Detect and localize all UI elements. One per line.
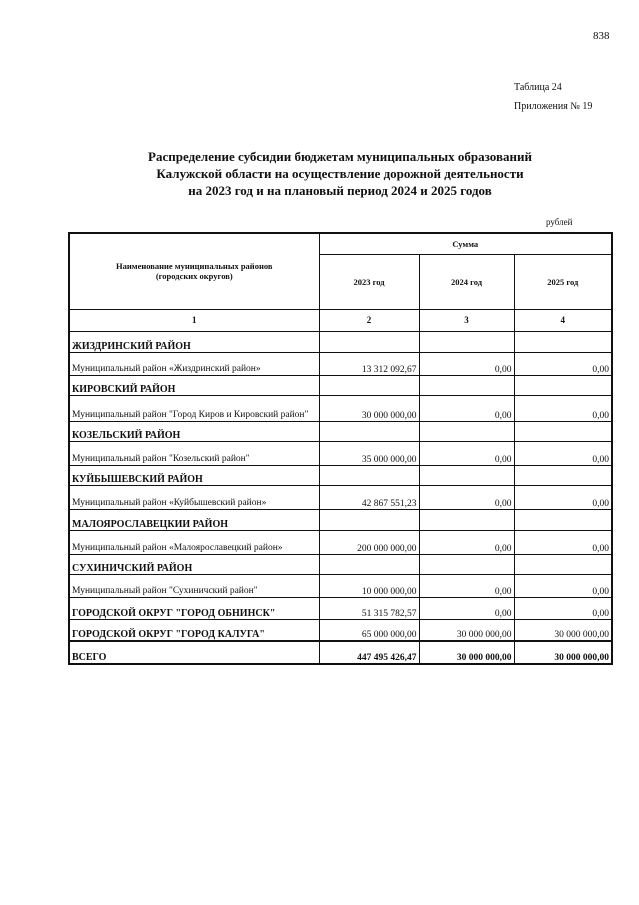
sum-header: Сумма xyxy=(319,233,612,254)
value-2025: 0,00 xyxy=(514,441,612,465)
district-heading: КИРОВСКИЙ РАЙОН xyxy=(69,375,319,395)
value-2024: 0,00 xyxy=(419,352,514,375)
value-2023: 10 000 000,00 xyxy=(319,574,419,597)
value-2024: 0,00 xyxy=(419,574,514,597)
municipality-name: Муниципальный район «Жиздринский район» xyxy=(69,352,319,375)
table-reference: Таблица 24 xyxy=(514,82,562,93)
value-2025: 30 000 000,00 xyxy=(514,619,612,641)
document-title xyxy=(60,148,620,199)
value-2025: 0,00 xyxy=(514,485,612,509)
year-2023-header: 2023 год xyxy=(319,254,419,309)
value-2024: 0,00 xyxy=(419,597,514,619)
municipality-name: Муниципальный район "Город Киров и Кировский район" xyxy=(69,395,319,421)
total-2023: 447 495 426,47 xyxy=(319,641,419,664)
title-line: на 2023 год и на плановый период 2024 и 2025 годов xyxy=(188,183,492,198)
value-2024: 30 000 000,00 xyxy=(419,619,514,641)
value-2024: 0,00 xyxy=(419,485,514,509)
total-2024: 30 000 000,00 xyxy=(419,641,514,664)
value-2024: 0,00 xyxy=(419,530,514,554)
city-district-name: ГОРОДСКОЙ ОКРУГ "ГОРОД ОБНИНСК" xyxy=(69,597,319,619)
value-2023: 65 000 000,00 xyxy=(319,619,419,641)
value-2025: 0,00 xyxy=(514,574,612,597)
value-2024: 0,00 xyxy=(419,441,514,465)
district-heading: КОЗЕЛЬСКИЙ РАЙОН xyxy=(69,421,319,441)
column-number: 1 xyxy=(69,309,319,331)
appendix-reference: Приложения № 19 xyxy=(514,101,593,112)
value-2025: 0,00 xyxy=(514,352,612,375)
value-2024: 0,00 xyxy=(419,395,514,421)
page-number: 838 xyxy=(593,30,610,42)
title-line: Распределение субсидии бюджетам муниципальных образований xyxy=(148,149,532,164)
year-2024-header: 2024 год xyxy=(419,254,514,309)
year-2025-header: 2025 год xyxy=(514,254,612,309)
value-2023: 200 000 000,00 xyxy=(319,530,419,554)
value-2023: 13 312 092,67 xyxy=(319,352,419,375)
subsidy-table xyxy=(68,232,613,665)
district-heading: КУЙБЫШЕВСКИЙ РАЙОН xyxy=(69,465,319,485)
municipality-name: Муниципальный район "Сухиничский район" xyxy=(69,574,319,597)
units-label: рублей xyxy=(546,217,573,227)
value-2023: 35 000 000,00 xyxy=(319,441,419,465)
municipality-name: Муниципальный район «Куйбышевский район» xyxy=(69,485,319,509)
value-2023: 30 000 000,00 xyxy=(319,395,419,421)
total-label: ВСЕГО xyxy=(69,641,319,664)
title-line: Калужской области на осуществление дорожной деятельности xyxy=(156,166,524,181)
column-number: 3 xyxy=(419,309,514,331)
district-heading: МАЛОЯРОСЛАВЕЦКИИ РАЙОН xyxy=(69,509,319,530)
value-2025: 0,00 xyxy=(514,395,612,421)
value-2023: 42 867 551,23 xyxy=(319,485,419,509)
name-column-header: Наименование муниципальных районов (городских округов) xyxy=(69,233,319,309)
municipality-name: Муниципальный район «Малоярославецкий район» xyxy=(69,530,319,554)
column-number: 4 xyxy=(514,309,612,331)
district-heading: СУХИНИЧСКИЙ РАЙОН xyxy=(69,554,319,574)
city-district-name: ГОРОДСКОЙ ОКРУГ "ГОРОД КАЛУГА" xyxy=(69,619,319,641)
value-2023: 51 315 782,57 xyxy=(319,597,419,619)
total-2025: 30 000 000,00 xyxy=(514,641,612,664)
value-2025: 0,00 xyxy=(514,597,612,619)
value-2025: 0,00 xyxy=(514,530,612,554)
district-heading: ЖИЗДРИНСКИЙ РАЙОН xyxy=(69,331,319,352)
column-number: 2 xyxy=(319,309,419,331)
municipality-name: Муниципальный район "Козельский район" xyxy=(69,441,319,465)
